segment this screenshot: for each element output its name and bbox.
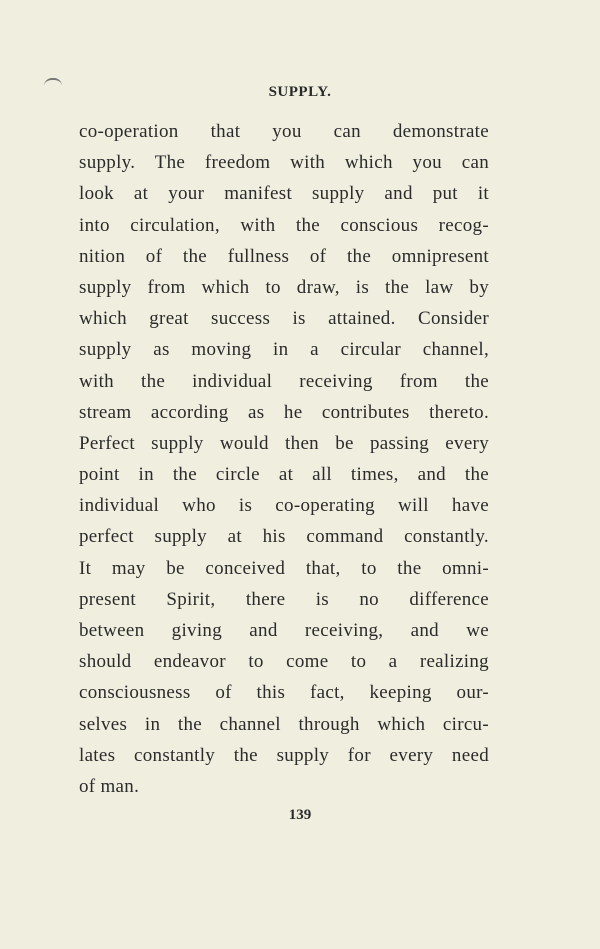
text-line: point in the circle at all times, and the [79,464,489,486]
page-number: 139 [288,807,312,823]
text-line: supply. The freedom with which you can [79,152,489,174]
text-line: stream according as he contributes thereto. [79,401,489,423]
text-line: between giving and receiving, and we [79,620,489,641]
text-line: into circulation, with the conscious recog- [79,214,489,236]
text-line: lates constantly the supply for every need [79,744,489,766]
text-line: selves in the channel through which circu- [79,713,489,735]
text-line: Perfect supply would then be passing every [79,432,489,454]
text-line: should endeavor to come to a realizing [79,651,489,673]
text-line: which great success is attained. Consider [79,308,489,330]
text-line: of man. [79,775,140,797]
text-line: look at your manifest supply and put it [79,183,489,205]
running-header: SUPPLY. [268,84,332,100]
text-line: nition of the fullness of the omnipresent [79,245,489,267]
text-line: perfect supply at his command constantly. [79,526,489,548]
body-text [79,116,489,802]
text-line: with the individual receiving from the [79,370,489,392]
text-line: consciousness of this fact, keeping our- [79,682,489,704]
text-line: supply as moving in a circular channel, [79,339,489,361]
text-line: It may be conceived that, to the omni- [79,557,489,579]
text-line: supply from which to draw, is the law by [79,276,489,298]
text-line: present Spirit, there is no difference [79,588,489,610]
text-line: individual who is co-operating will have [79,495,489,517]
text-line: co-operation that you can demonstrate [79,121,489,142]
